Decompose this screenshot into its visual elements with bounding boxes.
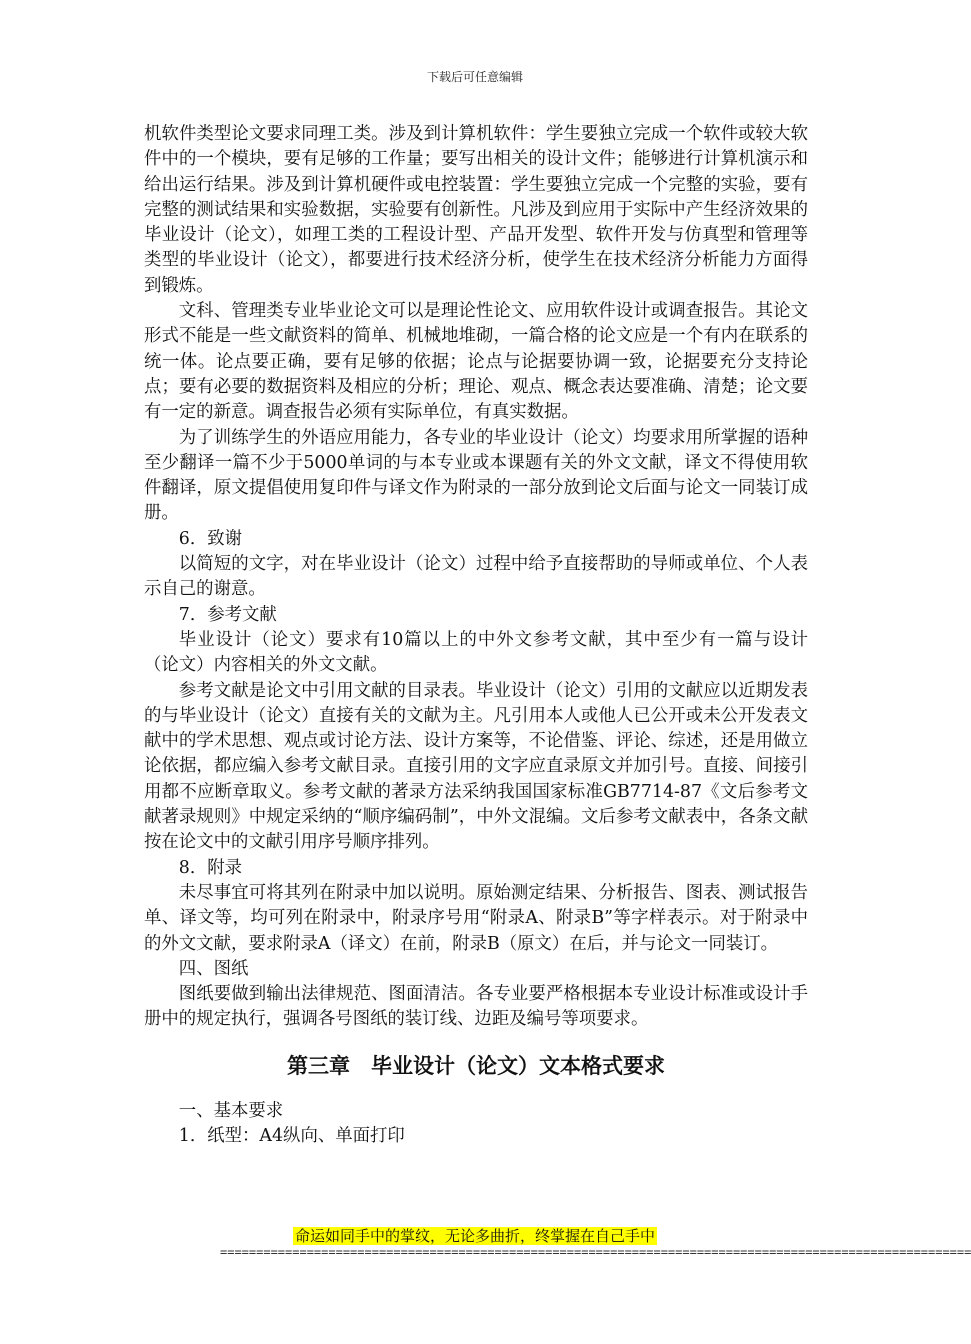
section-heading-appendix: 8．附录 <box>178 857 243 878</box>
paragraph-software-requirements: 机软件类型论文要求同理工类。涉及到计算机软件：学生要独立完成一个软件或较大软件中的一个模块，要有足够的工作量；要写出相关的设计文件；能够进行计算机演示和给出运行结果。涉及到计算机硬件或电控装置：学生要独立完成一个完整的实验，要有完整的测试结果和实验数据，实验要有创新性。凡涉及到应用于实际中产生经济效果的毕业设计（论文），如理工类的工程设计型、产品开发型、软件开发与仿真型和管理等类型的毕业设计（论文），都要进行技术经济分析，使学生在技术经济分析能力方面得到锻炼。 <box>144 124 808 296</box>
paragraph-foreign-language: 为了训练学生的外语应用能力，各专业的毕业设计（论文）均要求用所掌握的语种至少翻译一篇不少于5000单词的与本专业或本课题有关的外文文献，译文不得使用软件翻译，原文提倡使用复印件与译文作为附录的一部分放到论文后面与论文一同装订成册。 <box>144 427 808 524</box>
footer-quote <box>0 1226 950 1246</box>
paragraph-references-count: 毕业设计（论文）要求有10篇以上的中外文参考文献，其中至少有一篇与设计（论文）内容相关的外文文献。 <box>144 629 808 676</box>
section-heading-acknowledgement: 6．致谢 <box>178 528 243 549</box>
chapter-title: 第三章 毕业设计（论文）文本格式要求 <box>287 1053 665 1078</box>
paragraph-appendix: 未尽事宜可将其列在附录中加以说明。原始测定结果、分析报告、图表、测试报告单、译文等，均可列在附录中，附录序号用“附录A、附录B”等字样表示。对于附录中的外文文献，要求附录A（译文）在前，附录B（原文）在后，并与论文一同装订。 <box>144 882 808 954</box>
footer-divider: ======================================================================================================== <box>220 1245 971 1259</box>
paragraph-drawings: 图纸要做到输出法律规范、图面清洁。各专业要严格根据本专业设计标准或设计手册中的规定执行，强调各号图纸的装订线、边距及编号等项要求。 <box>144 984 808 1030</box>
section-heading-references: 7．参考文献 <box>178 604 277 625</box>
paragraph-paper-type: 1．纸型：A4纵向、单面打印 <box>178 1125 405 1146</box>
paragraph-references-detail: 参考文献是论文中引用文献的目录表。毕业设计（论文）引用的文献应以近期发表的与毕业设计（论文）直接有关的文献为主。凡引用本人或他人已公开或未公开发表文献中的学术思想、观点或讨论方法、设计方案等，不论借鉴、评论、综述，还是用做立论依据，都应编入参考文献目录。直接引用的文字应直录原文并加引号。直接、间接引用都不应断章取义。参考文献的著录方法采纳我国国家标准GB7714-87《文后参考文献著录规则》中规定采纳的“顺序编码制”，中外文混编。文后参考文献表中，各条文献按在论文中的文献引用序号顺序排列。 <box>144 680 808 853</box>
section-heading-drawings: 四、图纸 <box>178 958 249 979</box>
paragraph-liberal-arts: 文科、管理类专业毕业论文可以是理论性论文、应用软件设计或调查报告。其论文形式不能是一些文献资料的简单、机械地堆砌，一篇合格的论文应是一个有内在联系的统一体。论点要正确，要有足够的依据；论点与论据要协调一致，论据要充分支持论点；要有必要的数据资料及相应的分析；理论、观点、概念表达要准确、清楚；论文要有一定的新意。调查报告必须有实际单位，有真实数据。 <box>144 301 808 423</box>
document-body <box>144 122 808 1149</box>
footer-quote-text: 命运如同手中的掌纹，无论多曲折，终掌握在自己手中 <box>294 1227 655 1245</box>
paragraph-acknowledgement: 以简短的文字，对在毕业设计（论文）过程中给予直接帮助的导师或单位、个人表示自己的谢意。 <box>144 554 808 600</box>
page-header: 下载后可任意编辑 <box>426 70 523 84</box>
section-heading-basic-requirements: 一、基本要求 <box>178 1100 284 1121</box>
